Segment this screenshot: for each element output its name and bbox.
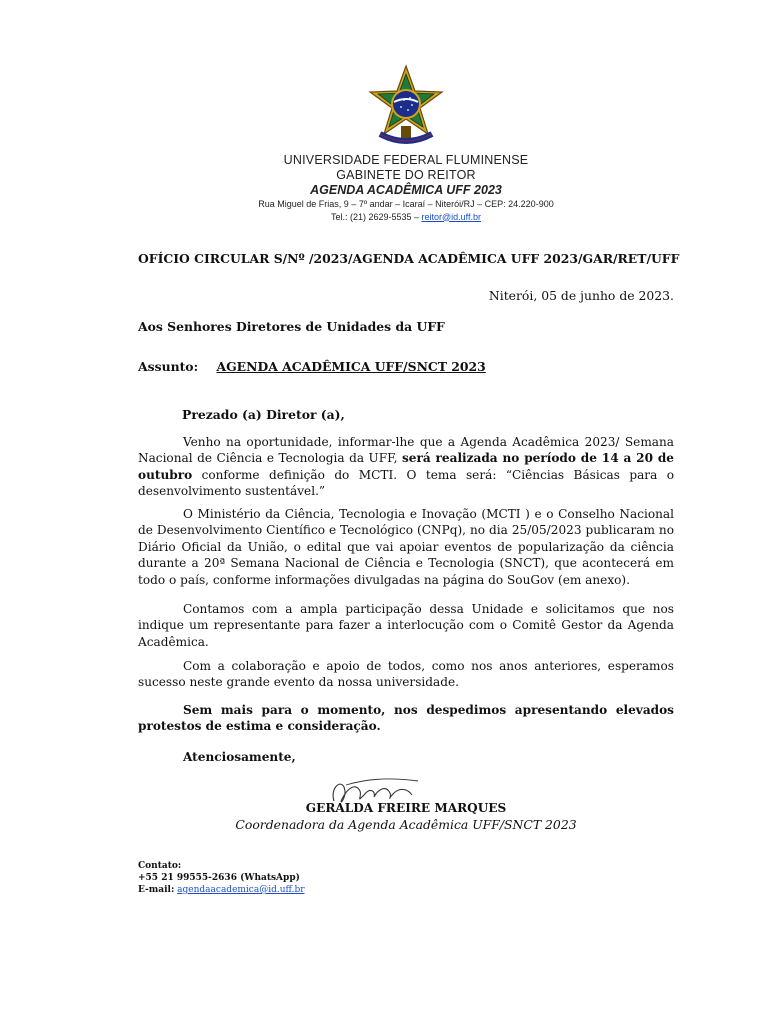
office-name: GABINETE DO REITOR <box>336 167 476 182</box>
date-line: Niterói, 05 de junho de 2023. <box>488 288 674 303</box>
greeting: Prezado (a) Diretor (a), <box>182 407 345 422</box>
paragraph-2: O Ministério da Ciência, Tecnologia e Inovação (MCTI ) e o Conselho Nacional de Desenvolvimento Científico e Tecnológico (CNPq), no dia 25/05/2023 publicaram no Diário Oficial da União, o edital que vai apoiar eventos de popularização da ciência durante a 20ª Semana Nacional de Ciência e Tecnologia (SNCT), que acontecerá em todo o país, conforme informações divulgadas na página do SouGov (em anexo). <box>138 507 674 587</box>
letter-reference: OFÍCIO CIRCULAR S/Nº /2023/AGENDA ACADÊMICA UFF 2023/GAR/RET/UFF <box>138 251 680 266</box>
contact-phone: +55 21 99555-2636 (WhatsApp) <box>138 873 300 883</box>
closing: Atenciosamente, <box>183 750 296 764</box>
paragraph-4: Com a colaboração e apoio de todos, como nos anos anteriores, esperamos sucesso neste grande evento da nossa universidade. <box>138 659 674 690</box>
paragraph-1 <box>138 434 674 500</box>
phone-email-line <box>200 211 612 224</box>
paragraph-5: Sem mais para o momento, nos despedimos apresentando elevados protestos de estima e consideração. <box>138 703 674 734</box>
address-line: Rua Miguel de Frias, 9 – 7º andar – Icaraí – Niterói/RJ – CEP: 24.220-900 <box>258 199 554 209</box>
subject-value: AGENDA ACADÊMICA UFF/SNCT 2023 <box>216 359 486 374</box>
contact-block <box>138 860 305 896</box>
contact-email-link[interactable]: agendaacademica@id.uff.br <box>177 885 305 895</box>
signer-role: Coordenadora da Agenda Acadêmica UFF/SNCT 2023 <box>235 817 577 832</box>
signer-name: GERALDA FREIRE MARQUES <box>305 801 507 815</box>
subject-label: Assunto: <box>138 359 199 374</box>
phone-text: Tel.: (21) 2629-5535 – <box>330 211 420 222</box>
paragraph-1-part-c: conforme definição do MCTI. O tema será: “Ciências Básicas para o desenvolvimento sustentável.” <box>138 467 674 499</box>
letterhead <box>200 153 612 223</box>
header-email-link[interactable]: reitor@id.uff.br <box>421 211 482 222</box>
paragraph-1-part-b: será realizada no período de 14 a 20 de outubro <box>138 451 674 482</box>
event-title: AGENDA ACADÊMICA UFF 2023 <box>310 183 502 197</box>
contact-label: Contato: <box>138 861 182 871</box>
recipient-line: Aos Senhores Diretores de Unidades da UFF <box>138 319 445 334</box>
paragraph-1-part-a: Venho na oportunidade, informar-lhe que a Agenda Acadêmica 2023/ Semana Nacional de Ciência e Tecnologia da UFF, <box>138 435 674 466</box>
brazil-coat-of-arms-icon <box>362 64 450 148</box>
contact-email-label: E-mail: <box>138 885 175 895</box>
institution-name: UNIVERSIDADE FEDERAL FLUMINENSE <box>283 153 529 167</box>
paragraph-3: Contamos com a ampla participação dessa Unidade e solicitamos que nos indique um representante para fazer a interlocução com o Comitê Gestor da Agenda Acadêmica. <box>138 602 674 649</box>
subject-line <box>138 359 486 374</box>
